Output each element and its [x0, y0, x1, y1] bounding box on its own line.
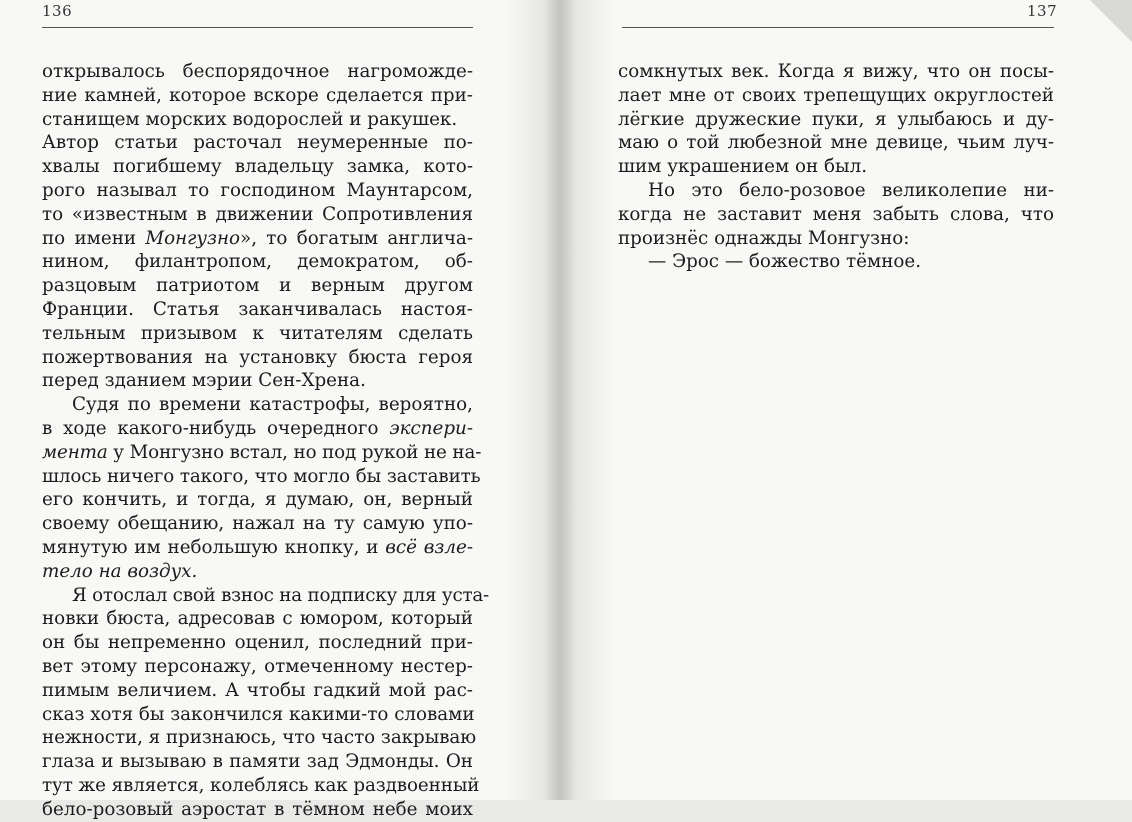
text-line: пожертвования на установку бюста героя	[42, 346, 473, 368]
text-line	[42, 441, 482, 465]
text-line: Я отослал свой взнос на подписку для уста-	[72, 584, 490, 606]
text-line: станищем морских водорослей и ракушек.	[42, 108, 458, 130]
text-segment: по имени	[42, 227, 146, 249]
right-page-text	[618, 60, 1054, 274]
text-line	[42, 536, 473, 560]
text-line: Франции. Статья заканчивалась настоя-	[42, 298, 473, 320]
text-line: ние камней, которое вскоре сделается при-	[42, 84, 473, 106]
text-line: шлось ничего такого, что могло бы заставить	[42, 465, 481, 487]
text-line: он бы непременно оценил, последний при-	[42, 632, 473, 654]
text-line: — Эрос — божество тёмное.	[648, 251, 922, 273]
text-line: открывалось беспорядочное нагроможде-	[42, 61, 473, 82]
text-line: маю о той любезной мне девице, чьим луч-	[618, 132, 1054, 154]
text-line: нежности, я признаюсь, что часто закрываю	[42, 727, 477, 749]
text-line: хвалы погибшему владельцу замка, кото-	[42, 156, 473, 178]
right-page	[560, 0, 1132, 800]
text-segment: », то богатым англича-	[240, 227, 474, 249]
text-line: его кончить, и тогда, я думаю, он, верный	[42, 489, 473, 511]
italic-segment: Монгузно	[145, 227, 241, 249]
text-line: сомкнутых век. Когда я вижу, что он посы-	[618, 61, 1054, 82]
text-line	[42, 227, 473, 251]
text-line: лает мне от своих трепещущих округлостей	[618, 84, 1054, 106]
page-number-right: 137	[1027, 2, 1058, 20]
text-line: своему обещанию, нажал на ту самую упо-	[42, 513, 473, 535]
text-line: перед зданием мэрии Сен-Хрена.	[42, 370, 366, 392]
text-line	[42, 560, 473, 584]
italic-segment: мента	[42, 441, 108, 463]
text-line: тут же является, колеблясь как раздвоенный	[42, 774, 480, 796]
text-segment: у Монгузно встал, но под рукой не на-	[107, 441, 482, 463]
page-number-left: 136	[42, 2, 73, 20]
left-page	[0, 0, 560, 820]
text-line: сказ хотя бы закончился какими-то словами	[42, 703, 475, 725]
text-line: то «известным в движении Сопротивления	[42, 203, 473, 225]
text-segment: мянутую им небольшую кнопку, и	[42, 536, 386, 558]
text-segment: в ходе какого-нибудь очередного	[42, 417, 390, 439]
italic-segment: тело на воздух.	[42, 560, 198, 582]
text-line: Судя по времени катастрофы, вероятно,	[72, 394, 473, 416]
text-line: тельным призывом к читателям сделать	[42, 322, 473, 344]
header-rule-right	[622, 27, 1054, 28]
left-page-text	[42, 60, 490, 822]
text-line: нином, филантропом, демократом, об-	[42, 251, 473, 273]
text-line: рого называл то господином Маунтарсом,	[42, 179, 473, 201]
text-line: шим украшением он был.	[618, 156, 868, 178]
italic-segment: экспери-	[389, 417, 473, 439]
text-line: Автор статьи расточал неумеренные по-	[42, 132, 473, 154]
text-line: бело-розовый аэростат в тёмном небе моих	[42, 798, 473, 820]
text-line: вет этому персонажу, отмеченному нестер-	[42, 655, 473, 677]
text-line: лёгкие дружеские пуки, я улыбаюсь и ду-	[618, 108, 1054, 130]
text-line: глаза и вызываю в памяти зад Эдмонды. Он	[42, 751, 473, 773]
text-line: произнёс однажды Монгузно:	[618, 227, 910, 249]
header-rule-left	[42, 27, 473, 28]
italic-segment: всё взле-	[385, 536, 474, 558]
text-line: новки бюста, адресовав с юмором, который	[42, 608, 473, 630]
text-line	[42, 417, 473, 441]
text-line: разцовым патриотом и верным другом	[42, 275, 473, 297]
text-line: когда не заставит меня забыть слова, что	[618, 203, 1054, 225]
text-line: Но это бело-розовое великолепие ни-	[648, 179, 1054, 201]
page-corner-shadow	[1090, 0, 1132, 42]
text-line: пимым величием. А чтобы гадкий мой рас-	[42, 679, 473, 701]
